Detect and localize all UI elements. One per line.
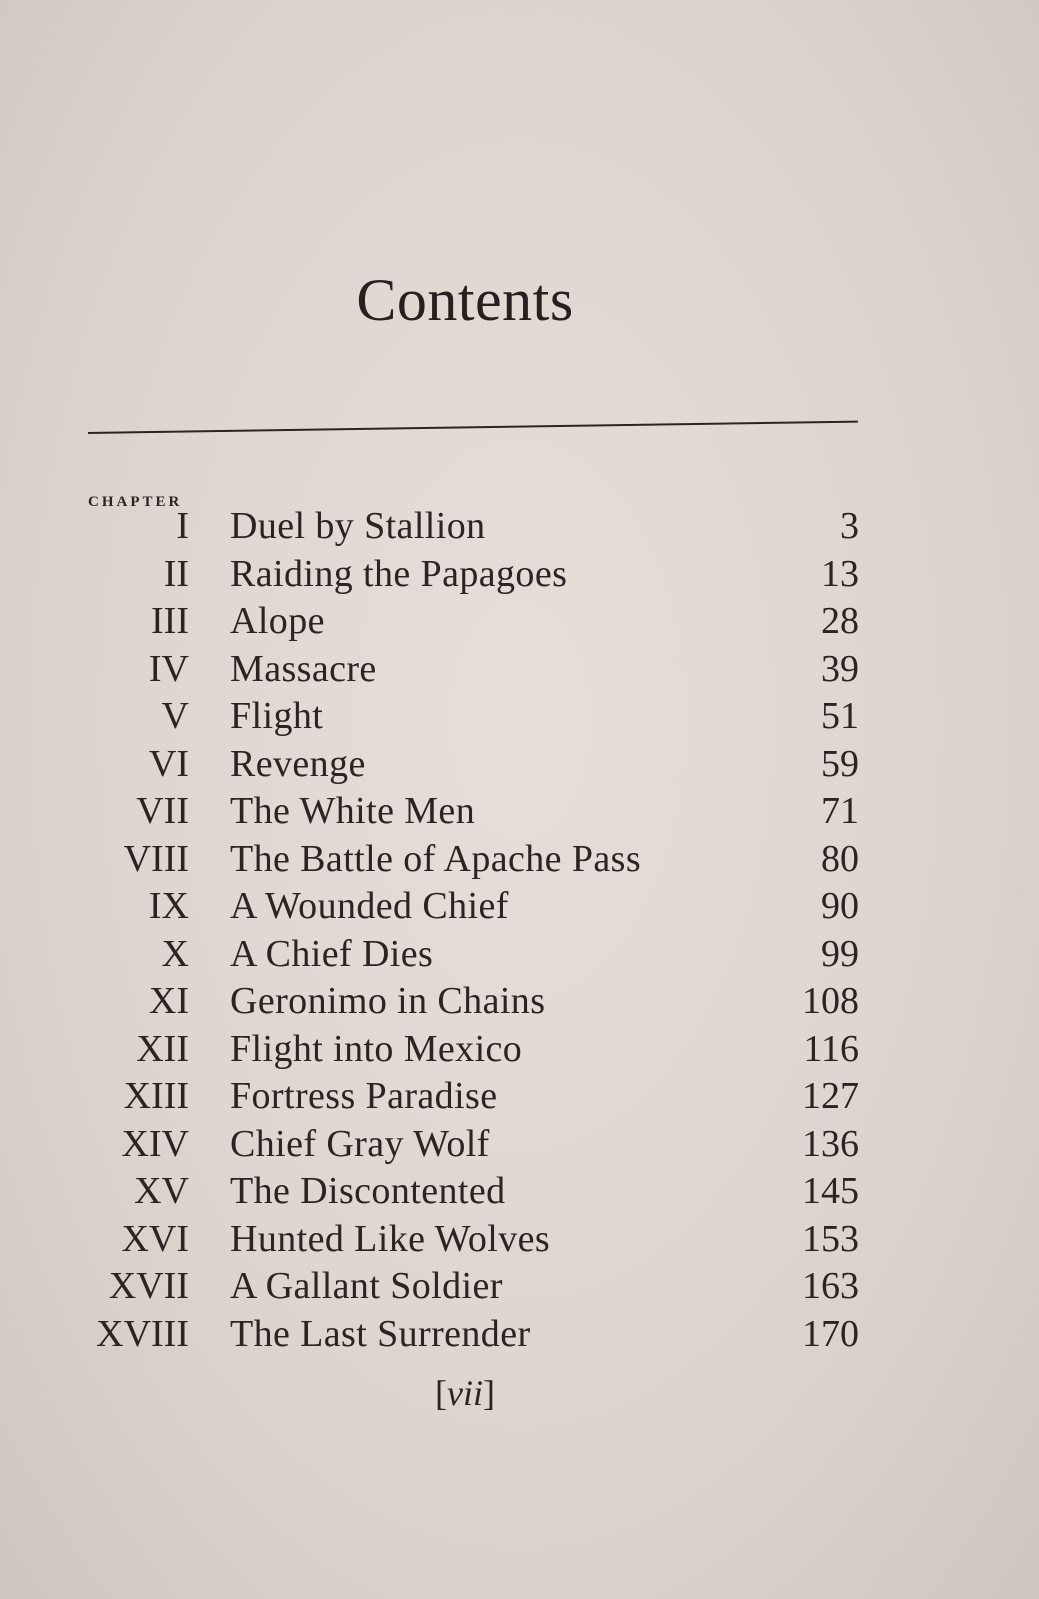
toc-entry (0, 597, 1039, 645)
chapter-number: IV (148, 647, 189, 690)
page-number: 153 (802, 1217, 859, 1260)
chapter-title: A Gallant Soldier (230, 1265, 503, 1307)
chapter-number: XIII (123, 1075, 189, 1117)
chapter-number: X (161, 932, 189, 975)
title-rule (88, 421, 858, 434)
page-number: 13 (821, 552, 859, 595)
toc-entry (0, 930, 1039, 978)
page-number: 51 (821, 695, 859, 737)
chapter-title: Flight into Mexico (230, 1027, 523, 1070)
chapter-number: XIV (121, 1122, 189, 1165)
page-number: 170 (802, 1312, 859, 1355)
chapter-number: VII (136, 790, 189, 832)
chapter-title: Raiding the Papagoes (230, 552, 568, 595)
toc-entry (0, 1310, 1039, 1358)
chapter-title: The Last Surrender (230, 1312, 531, 1355)
page-number: 127 (802, 1075, 859, 1117)
toc-entry (0, 1072, 1039, 1120)
toc-entry (0, 787, 1039, 835)
page-number: 59 (821, 742, 859, 785)
chapter-title: Hunted Like Wolves (230, 1217, 551, 1260)
page-number: 108 (802, 980, 859, 1022)
page-number: 3 (840, 505, 859, 547)
chapter-number: V (161, 695, 189, 737)
toc-entry (0, 977, 1039, 1025)
chapter-number: VI (148, 742, 189, 785)
chapter-number: XVII (108, 1265, 189, 1307)
page-number: 145 (802, 1170, 859, 1212)
chapter-title: The White Men (230, 790, 476, 832)
page-number: 90 (821, 885, 859, 927)
chapter-number: XVIII (96, 1312, 189, 1355)
toc-entry (0, 645, 1039, 693)
chapter-number: I (176, 505, 189, 547)
page-number: 163 (802, 1265, 859, 1307)
chapter-number: XII (136, 1027, 189, 1070)
chapter-number: IX (148, 885, 189, 927)
chapter-title: Chief Gray Wolf (230, 1122, 490, 1165)
folio-open-bracket: [ (435, 1373, 447, 1413)
chapter-title: Flight (230, 695, 324, 737)
chapter-number: XV (134, 1170, 189, 1212)
toc-entry (0, 692, 1039, 740)
chapter-title: Massacre (230, 647, 377, 690)
folio-numeral: vii (447, 1373, 483, 1413)
toc-entry (0, 502, 1039, 550)
page-number: 39 (821, 647, 859, 690)
toc-entry (0, 740, 1039, 788)
chapter-title: A Chief Dies (230, 932, 434, 975)
page-number: 116 (803, 1027, 859, 1070)
toc-entry (0, 1025, 1039, 1073)
page-number: 136 (802, 1122, 859, 1165)
page-folio (0, 1372, 930, 1414)
chapter-number: XI (148, 980, 189, 1022)
chapter-column-label: CHAPTER (88, 494, 183, 510)
chapter-number: II (163, 552, 189, 595)
toc-entry (0, 550, 1039, 598)
page-number: 28 (821, 600, 859, 642)
page-number: 80 (821, 837, 859, 880)
chapter-title: A Wounded Chief (230, 885, 509, 927)
chapter-number: XVI (121, 1217, 189, 1260)
page-number: 99 (821, 932, 859, 975)
chapter-title: Alope (230, 600, 325, 642)
chapter-number: III (151, 600, 189, 642)
chapter-title: Fortress Paradise (230, 1075, 498, 1117)
toc-entry (0, 835, 1039, 883)
toc-entry (0, 1262, 1039, 1310)
chapter-title: The Discontented (230, 1170, 506, 1212)
chapter-title: Revenge (230, 742, 366, 785)
chapter-number: VIII (123, 837, 189, 880)
page-number: 71 (821, 790, 859, 832)
page-title: Contents (356, 267, 574, 333)
chapter-title: The Battle of Apache Pass (230, 837, 642, 880)
toc-entry (0, 882, 1039, 930)
chapter-title: Duel by Stallion (230, 505, 486, 547)
toc-entry (0, 1167, 1039, 1215)
folio-close-bracket: ] (482, 1373, 495, 1413)
chapter-title: Geronimo in Chains (230, 980, 546, 1022)
toc-entry (0, 1215, 1039, 1263)
toc-entry (0, 1120, 1039, 1168)
